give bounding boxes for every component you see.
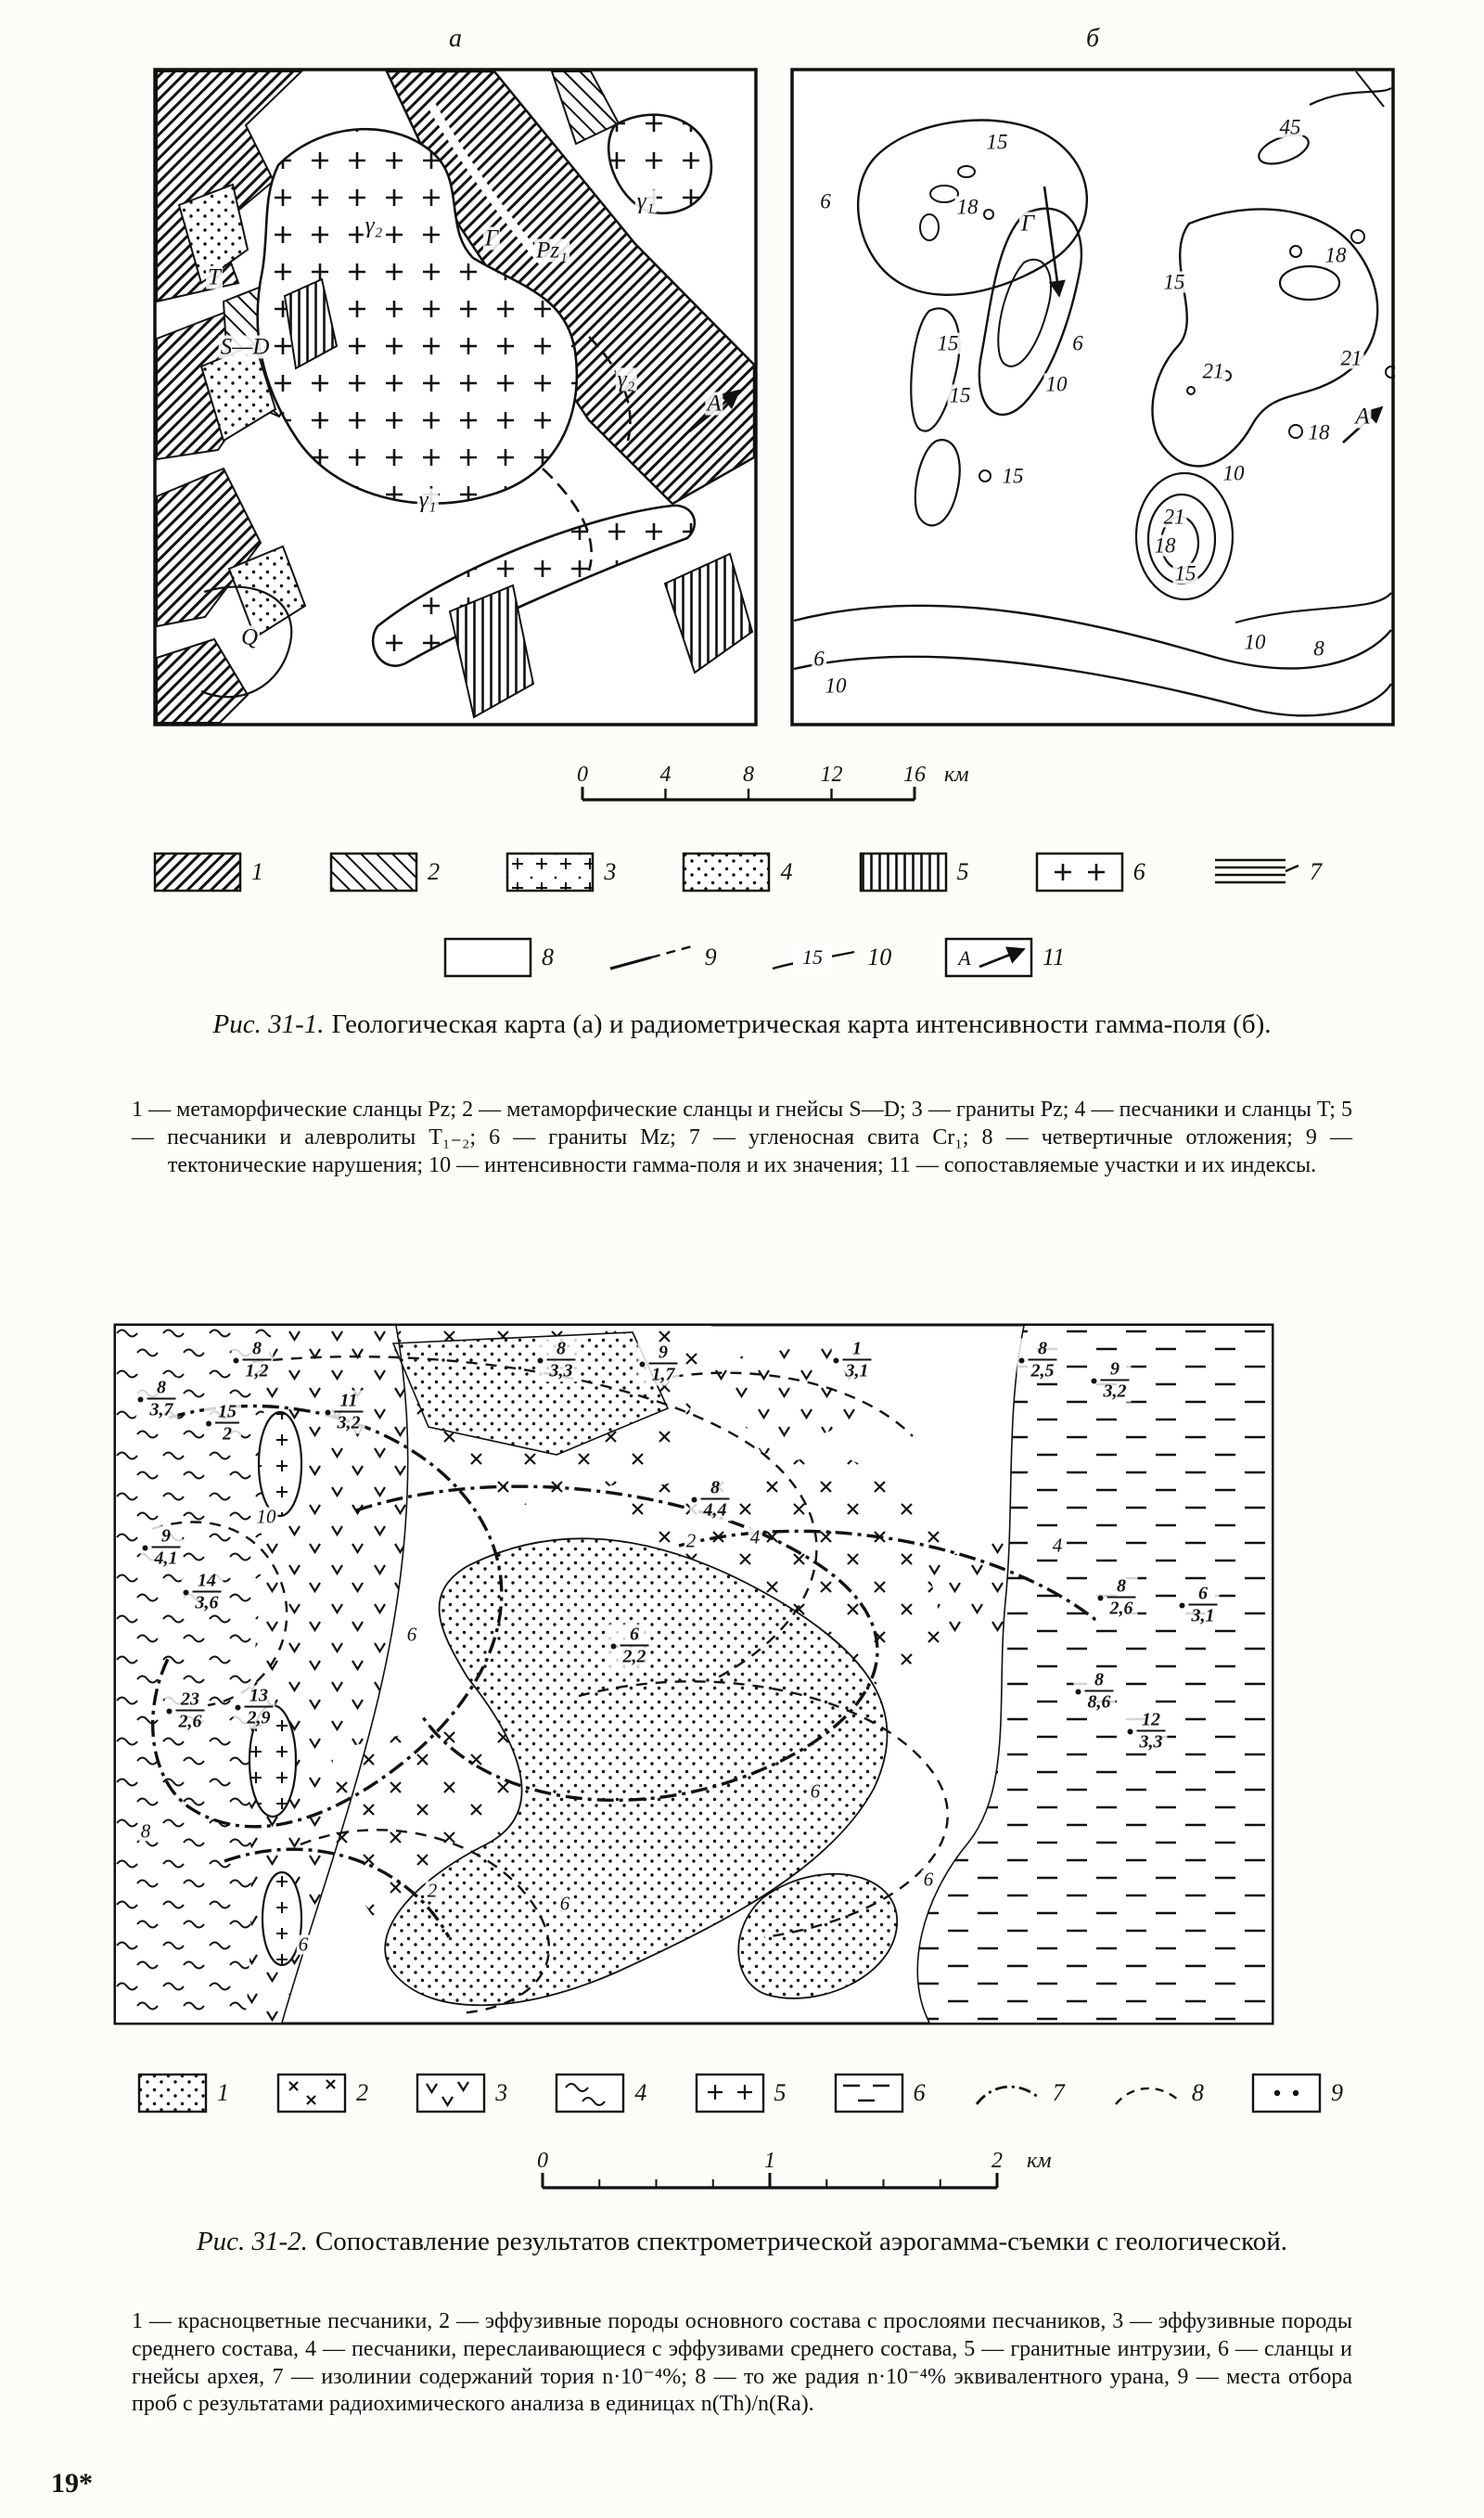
sample-point-marker — [1098, 1595, 1104, 1600]
radiometric-map-drawing — [790, 68, 1395, 726]
geological-map-panel — [153, 68, 758, 726]
aerogamma-map — [113, 1323, 1274, 2025]
sample-value — [1090, 1359, 1132, 1403]
sample-th: 23 — [176, 1690, 205, 1712]
legend-item-10 — [769, 937, 891, 978]
fig1-scale-bar — [573, 763, 1000, 821]
map-b-label: 18 — [956, 195, 979, 219]
svg-text:8: 8 — [743, 763, 754, 787]
svg-text:1: 1 — [764, 2151, 775, 2173]
legend-item-7 — [973, 2073, 1065, 2113]
legend-isoline-icon — [769, 937, 858, 978]
map-a-label: γ₁ — [636, 188, 655, 214]
legend-item-8 — [443, 937, 554, 978]
sample-value — [204, 1402, 241, 1445]
radiometric-map-panel — [790, 68, 1395, 726]
sample-value — [324, 1391, 365, 1434]
sample-point-marker — [143, 1545, 148, 1550]
map-b-label: 15 — [949, 383, 971, 407]
svg-text:А: А — [958, 946, 971, 970]
map-b-label: 6 — [820, 189, 831, 213]
isoline-label: 2 — [427, 1879, 438, 1902]
map-a-label: Pz₁ — [536, 238, 568, 263]
map-a-label: S—D — [220, 334, 270, 360]
map-a-label: Q — [240, 624, 259, 650]
svg-text:2: 2 — [991, 2151, 1003, 2173]
map-b-label: 15 — [937, 331, 959, 355]
legend-item-2 — [276, 2073, 368, 2113]
legend-swatch-blank-icon — [443, 937, 532, 978]
legend-swatch-hatch2-icon — [329, 852, 418, 893]
map-b-label: Г — [1020, 211, 1035, 237]
map-b-label: 8 — [1313, 636, 1324, 661]
legend-swatch-hlines-icon — [1211, 852, 1300, 893]
sample-ra: 8,6 — [1087, 1691, 1111, 1713]
legend-swatch-dots-icon — [682, 852, 771, 893]
legend-number: 7 — [1309, 858, 1322, 885]
fig1-description: 1 — метаморфические сланцы Pz; 2 — метаморфические сланцы и гнейсы S—D; 3 — граниты Pz; 4 — песчаники и сланцы T; 5 — песчаники и алевролиты T₁₋₂; 6 — граниты Mz; 7 — угленосная свита Cr₁; 8 — четвертичные отложения; 9 — тектонические нарушения; 10 — интенсивности гамма-поля и их значения; 11 — сопоставляемые участки и их индексы. — [132, 1098, 1353, 1177]
fig2-scale-drawing — [533, 2151, 1090, 2204]
legend-swatch-v-icon — [416, 2073, 486, 2113]
sample-th: 8 — [701, 1479, 730, 1500]
legend-number: 6 — [1132, 858, 1145, 885]
map-a-label: γ₂ — [617, 366, 635, 392]
map-b-label: 10 — [1045, 372, 1068, 396]
fig2-caption-text: Сопоставление результатов спектрометрической аэрогамма-съемки с геологической. — [314, 2227, 1288, 2256]
sample-value — [141, 1526, 183, 1570]
sample-ra: 2,9 — [247, 1707, 271, 1728]
sample-ra: 2,2 — [622, 1646, 646, 1667]
legend-swatch-plus-icon — [1035, 852, 1124, 893]
map-b-label: 15 — [986, 130, 1008, 154]
legend-number: 4 — [634, 2079, 647, 2106]
sample-ra: 3,6 — [195, 1592, 219, 1613]
legend-swatch-vlines-icon — [859, 852, 948, 893]
sample-value — [165, 1689, 207, 1733]
sample-th: 12 — [1137, 1711, 1166, 1732]
legend-number: 1 — [251, 858, 263, 885]
sample-ra: 3,1 — [1191, 1605, 1215, 1626]
sample-value — [182, 1571, 224, 1614]
legend-fault-line-icon — [607, 937, 696, 978]
map-b-label: 18 — [1308, 420, 1330, 444]
sample-th: 6 — [620, 1625, 649, 1647]
sample-value — [1096, 1576, 1138, 1620]
legend-swatch-dots-icon — [137, 2073, 208, 2113]
sample-ra: 3,7 — [149, 1399, 173, 1420]
legend-number: 9 — [1331, 2079, 1343, 2106]
page-signature: 19* — [51, 2468, 93, 2499]
legend-item-4 — [682, 852, 792, 893]
legend-swatch-plus-icon — [695, 2073, 765, 2113]
sample-ra: 1,7 — [651, 1364, 675, 1385]
sample-ra: 2,5 — [1030, 1360, 1055, 1381]
legend-number: 3 — [604, 858, 617, 885]
map-b-label: 10 — [825, 674, 847, 698]
legend-number: 4 — [780, 858, 793, 885]
sample-th: 9 — [1101, 1360, 1130, 1381]
legend-number: 2 — [356, 2079, 369, 2106]
sample-point-marker — [692, 1497, 697, 1502]
legend-number: 5 — [774, 2079, 787, 2106]
legend-swatch-dashes-icon — [834, 2073, 904, 2113]
sample-th: 8 — [1029, 1340, 1057, 1361]
sample-th: 13 — [245, 1687, 274, 1708]
sample-ra: 2,6 — [1109, 1598, 1133, 1619]
panel-b-label: б — [1085, 24, 1100, 53]
map-b-label: 18 — [1324, 243, 1347, 267]
legend-item-4 — [555, 2073, 646, 2113]
sample-th: 9 — [152, 1527, 181, 1548]
panel-a-label: а — [449, 24, 462, 53]
legend-item-7 — [1211, 852, 1322, 893]
map-b-label: 45 — [1279, 115, 1301, 139]
legend-item-6 — [834, 2073, 926, 2113]
map-b-label: 15 — [1174, 561, 1196, 585]
sample-th: 1 — [843, 1340, 872, 1361]
svg-text:км: км — [944, 763, 969, 787]
legend-number: 5 — [956, 858, 969, 885]
fig1-caption-label: Рис. 31-1. — [212, 1009, 325, 1039]
sample-point-marker — [1076, 1689, 1081, 1694]
legend-number: 7 — [1052, 2079, 1065, 2106]
legend-sample-dots-icon — [1251, 2073, 1322, 2113]
svg-text:4: 4 — [659, 763, 672, 787]
svg-text:12: 12 — [820, 763, 843, 787]
fig1-legend-row2 — [443, 937, 1065, 978]
sample-point-marker — [206, 1420, 211, 1426]
legend-item-1 — [153, 852, 263, 893]
svg-text:0: 0 — [577, 763, 588, 787]
legend-number: 8 — [1191, 2079, 1204, 2106]
map-b-label: 15 — [1163, 270, 1185, 294]
legend-item-8 — [1112, 2073, 1204, 2113]
fig1-scale-drawing — [573, 763, 1000, 816]
sample-ra: 3,3 — [1139, 1731, 1163, 1753]
sample-value — [234, 1686, 275, 1729]
legend-item-3 — [505, 852, 616, 893]
legend-number: 6 — [913, 2079, 926, 2106]
map-b-label: А — [1355, 404, 1370, 430]
map-b-label: 21 — [1340, 346, 1362, 370]
fig1-legend-row1 — [153, 852, 1322, 893]
sample-value — [232, 1339, 274, 1382]
sample-th: 11 — [335, 1392, 364, 1413]
fig2-scale-bar — [533, 2151, 1090, 2209]
isoline-label: 10 — [256, 1505, 276, 1528]
sample-value — [1126, 1710, 1168, 1754]
sample-th: 8 — [547, 1340, 576, 1361]
sample-point-marker — [538, 1357, 544, 1363]
legend-number: 9 — [704, 944, 717, 970]
map-a-label: А — [707, 391, 722, 417]
map-b-label: 21 — [1202, 359, 1224, 383]
legend-swatch-x-icon — [276, 2073, 347, 2113]
isoline-label: 6 — [298, 1933, 309, 1956]
legend-item-5 — [859, 852, 969, 893]
map-b-label: 10 — [1222, 461, 1245, 485]
sample-point-marker — [138, 1396, 144, 1402]
legend-number: 11 — [1042, 944, 1065, 970]
legend-number: 10 — [867, 944, 892, 970]
sample-ra: 2,6 — [178, 1711, 202, 1732]
legend-swatch-cross-icon — [505, 852, 595, 893]
legend-item-2 — [329, 852, 440, 893]
fig1-caption-text: Геологическая карта (а) и радиометрическая карта интенсивности гамма-поля (б). — [331, 1009, 1272, 1039]
sample-th: 8 — [243, 1340, 272, 1361]
sample-point-marker — [640, 1361, 646, 1367]
legend-swatch-hatch-icon — [153, 852, 242, 893]
sample-th: 8 — [1107, 1577, 1136, 1599]
sample-ra: 3,2 — [1103, 1381, 1127, 1402]
legend-item-11 — [944, 937, 1065, 978]
legend-item-6 — [1035, 852, 1145, 893]
sample-ra: 3,1 — [845, 1360, 869, 1381]
sample-th: 9 — [649, 1343, 678, 1365]
fig2-legend-row — [137, 2073, 1343, 2113]
sample-value — [690, 1478, 732, 1522]
sample-point-marker — [611, 1643, 617, 1649]
map-a-label: γ₁ — [418, 487, 437, 513]
sample-point-marker — [167, 1708, 173, 1714]
legend-number: 3 — [495, 2079, 508, 2106]
legend-item-5 — [695, 2073, 787, 2113]
sample-ra: 3,2 — [337, 1412, 361, 1433]
map-b-label: 10 — [1244, 630, 1266, 654]
sample-th: 8 — [1085, 1671, 1114, 1692]
sample-point-marker — [326, 1409, 331, 1415]
sample-point-marker — [184, 1589, 189, 1595]
sample-value — [832, 1339, 874, 1382]
map-a-label: T — [208, 264, 221, 290]
sample-value — [1178, 1584, 1220, 1627]
sample-ra: 4,1 — [154, 1548, 178, 1569]
sample-point-marker — [236, 1704, 241, 1710]
sample-point-marker — [234, 1357, 239, 1363]
map-b-label: 15 — [1002, 464, 1024, 488]
sample-value — [638, 1343, 680, 1386]
isoline-label: 6 — [810, 1779, 821, 1803]
sample-ra: 4,4 — [703, 1499, 727, 1521]
isoline-label: 8 — [140, 1819, 151, 1843]
sample-point-marker — [1092, 1378, 1097, 1383]
sample-ra: 3,3 — [549, 1360, 573, 1381]
sample-value — [136, 1378, 178, 1421]
legend-dashdot-line-icon — [973, 2073, 1043, 2113]
svg-text:15: 15 — [802, 945, 824, 969]
sample-value — [609, 1625, 651, 1668]
legend-item-9 — [1251, 2073, 1343, 2113]
isoline-label: 6 — [923, 1868, 934, 1891]
isoline-label: 2 — [685, 1529, 697, 1552]
legend-index-arrow-icon — [944, 937, 1033, 978]
map-a-label: γ₂ — [365, 212, 383, 238]
fig2-caption-label: Рис. 31-2. — [196, 2227, 308, 2256]
legend-dashed-line-icon — [1112, 2073, 1183, 2113]
sample-value — [536, 1339, 578, 1382]
sample-th: 14 — [193, 1572, 222, 1593]
legend-item-1 — [137, 2073, 229, 2113]
sample-ra: 1,2 — [245, 1360, 269, 1381]
sample-th: 8 — [147, 1379, 176, 1400]
legend-item-9 — [607, 937, 717, 978]
sample-value — [1074, 1670, 1116, 1714]
legend-swatch-tilde-icon — [555, 2073, 625, 2113]
isoline-label: 6 — [406, 1623, 417, 1646]
sample-point-marker — [1180, 1602, 1185, 1608]
svg-text:16: 16 — [903, 763, 926, 787]
sample-value — [1017, 1339, 1059, 1382]
isoline-label: 6 — [559, 1892, 570, 1915]
isoline-label: 4 — [749, 1525, 761, 1548]
map-a-label: Г — [484, 225, 499, 251]
sample-th: 6 — [1189, 1585, 1218, 1606]
fig2-description: 1 — красноцветные песчаники, 2 — эффузивные породы основного состава с прослоями песчаников, 3 — эффузивные породы среднего состава, 4 — песчаники, переслаивающиеся с эффузивами среднего состава, 5 — гранитные интрузии, 6 — сланцы и гнейсы архея, 7 — изолинии содержаний тория n·10⁻⁴%; 8 — то же радия n·10⁻⁴% эквивалентного урана, 9 — места отбора проб с результатами радиохимического анализа в единицах n(Th)/n(Ra). — [132, 2309, 1352, 2417]
sample-th: 15 — [215, 1403, 239, 1424]
legend-number: 2 — [428, 858, 441, 885]
map-b-label: 18 — [1154, 533, 1176, 558]
map-b-label: 6 — [1072, 331, 1083, 355]
legend-item-3 — [416, 2073, 507, 2113]
isoline-label: 4 — [1052, 1534, 1063, 1557]
legend-number: 1 — [217, 2079, 229, 2106]
fig1-caption — [139, 1008, 1345, 1041]
legend-number: 8 — [542, 944, 554, 970]
sample-point-marker — [834, 1357, 839, 1363]
svg-text:0: 0 — [537, 2151, 548, 2173]
sample-ra: 2 — [223, 1423, 232, 1445]
sample-point-marker — [1128, 1728, 1133, 1734]
map-b-label: 6 — [813, 647, 825, 671]
map-b-label: 21 — [1163, 505, 1185, 529]
sample-point-marker — [1019, 1357, 1025, 1363]
fig2-caption — [139, 2225, 1345, 2258]
svg-text:км: км — [1027, 2151, 1052, 2173]
